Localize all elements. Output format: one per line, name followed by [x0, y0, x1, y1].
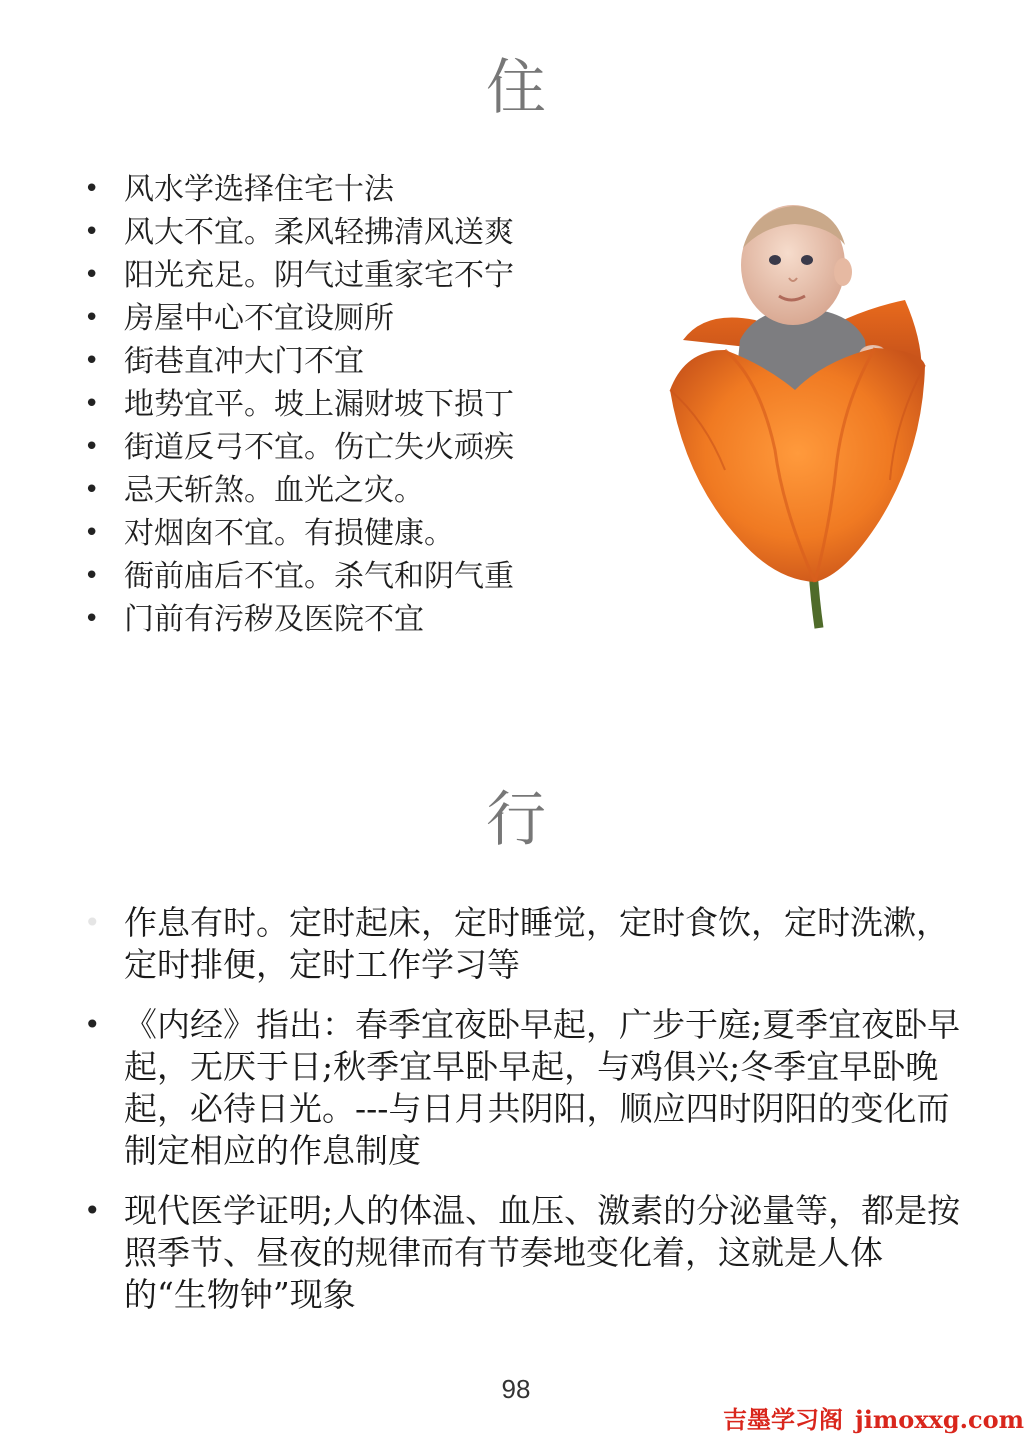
- list-item: [84, 1004, 964, 1172]
- bullet-icon: •: [84, 174, 100, 204]
- bullet-icon: •: [84, 389, 100, 419]
- watermark-site-name: 吉墨学习阁: [723, 1406, 844, 1434]
- watermark: [723, 1404, 1024, 1436]
- list-item-text: 风大不宜。柔风轻拂清风送爽: [124, 215, 514, 250]
- bullet-icon: •: [84, 432, 100, 462]
- list-item: [84, 512, 624, 555]
- list-item: [84, 902, 964, 986]
- list-item: [84, 1190, 964, 1316]
- list-item-text: 地势宜平。坡上漏财坡下损丁: [124, 387, 514, 422]
- bullet-icon: •: [84, 346, 100, 376]
- travel-bullet-list: [84, 902, 964, 1334]
- section-title-travel: 行: [486, 785, 546, 855]
- living-bullet-list: [84, 168, 624, 641]
- bullet-icon: •: [84, 217, 100, 247]
- list-item-text: 对烟囱不宜。有损健康。: [124, 516, 454, 551]
- bullet-icon: •: [84, 518, 100, 548]
- list-item-text: 《内经》指出：春季宜夜卧早起，广步于庭;夏季宜夜卧早起，无厌于日;秋季宜早卧早起，与鸡俱兴;冬季宜早卧晚起，必待日光。---与日月共阴阳，顺应四时阴阳的变化而制定相应的作息制度: [124, 1005, 961, 1170]
- section-title-living: 住: [486, 53, 546, 123]
- list-item-text: 现代医学证明;人的体温、血压、激素的分泌量等，都是按照季节、昼夜的规律而有节奏地变化着，这就是人体的“生物钟”现象: [124, 1191, 961, 1314]
- list-item: [84, 426, 624, 469]
- list-item-text: 忌天斩煞。血光之灾。: [124, 473, 424, 508]
- bullet-icon: •: [84, 303, 100, 333]
- list-item: [84, 211, 624, 254]
- bullet-icon: •: [84, 1194, 101, 1227]
- list-item-text: 阳光充足。阴气过重家宅不宁: [124, 258, 514, 293]
- bullet-icon: •: [84, 906, 101, 939]
- page-number: 98: [501, 1374, 531, 1404]
- bullet-icon: •: [84, 1008, 101, 1041]
- list-item: [84, 383, 624, 426]
- bullet-icon: •: [84, 475, 100, 505]
- list-item-text: 街巷直冲大门不宜: [124, 344, 364, 379]
- list-item: [84, 340, 624, 383]
- list-item: [84, 469, 624, 512]
- list-item-text: 作息有时。定时起床，定时睡觉，定时食饮，定时洗漱，定时排便，定时工作学习等: [124, 903, 949, 984]
- bullet-icon: •: [84, 604, 100, 634]
- watermark-url: jimoxxg.com: [855, 1405, 1024, 1434]
- list-item: [84, 598, 624, 641]
- list-item: [84, 168, 624, 211]
- list-item-text: 街道反弓不宜。伤亡失火顽疾: [124, 430, 514, 465]
- list-item: [84, 297, 624, 340]
- list-item: [84, 555, 624, 598]
- list-item-text: 风水学选择住宅十法: [124, 172, 394, 207]
- baby-in-flower-illustration: [665, 190, 930, 630]
- list-item-text: 房屋中心不宜设厕所: [124, 301, 394, 336]
- bullet-icon: •: [84, 260, 100, 290]
- list-item: [84, 254, 624, 297]
- list-item-text: 衙前庙后不宜。杀气和阴气重: [124, 559, 514, 594]
- bullet-icon: •: [84, 561, 100, 591]
- list-item-text: 门前有污秽及医院不宜: [124, 602, 424, 637]
